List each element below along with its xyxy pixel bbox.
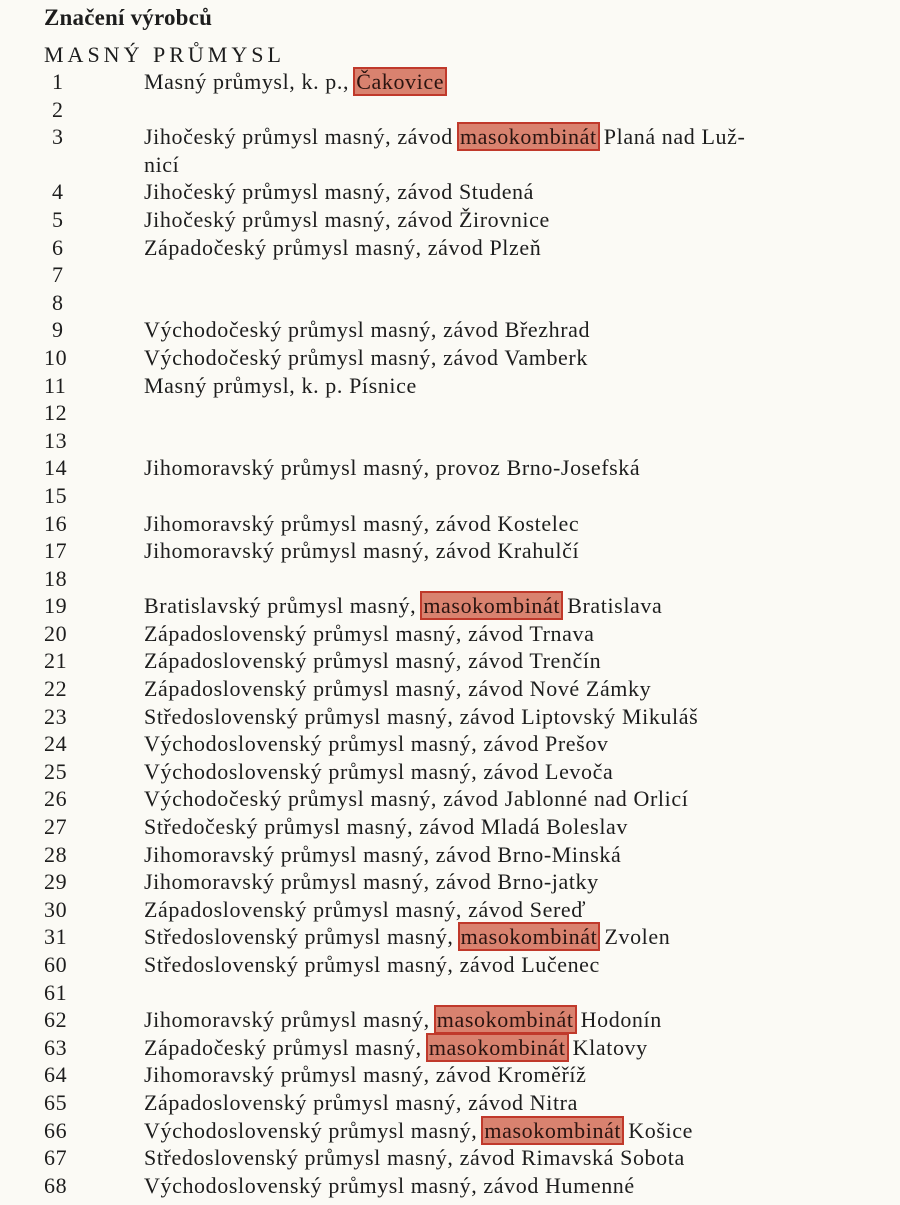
item-number: 12 bbox=[44, 400, 68, 426]
text-segment: Východoslovenský průmysl masný, závod Levoča bbox=[144, 758, 614, 784]
item-text bbox=[144, 703, 884, 731]
item-number: 13 bbox=[44, 427, 68, 453]
item-text bbox=[144, 482, 884, 510]
item-text bbox=[144, 68, 884, 96]
item-text bbox=[144, 868, 884, 896]
item-text bbox=[144, 1117, 884, 1145]
item-text bbox=[144, 758, 884, 786]
item-number: 8 bbox=[52, 289, 64, 315]
item-number: 30 bbox=[44, 896, 68, 922]
text-segment: Západoslovenský průmysl masný, závod Nitra bbox=[144, 1089, 578, 1115]
item-text bbox=[144, 372, 884, 400]
text-segment: Středoslovenský průmysl masný, závod Liptovský Mikuláš bbox=[144, 703, 699, 729]
text-segment: Košice bbox=[622, 1117, 693, 1143]
list-item bbox=[44, 1089, 884, 1117]
text-segment: Západočeský průmysl masný, bbox=[144, 1034, 428, 1060]
item-number: 17 bbox=[44, 538, 68, 564]
text-segment: Planá nad Luž- bbox=[597, 124, 746, 150]
item-number: 26 bbox=[44, 786, 68, 812]
item-number: 14 bbox=[44, 455, 68, 481]
list-item bbox=[44, 399, 884, 427]
item-text bbox=[144, 730, 884, 758]
text-segment: Jihomoravský průmysl masný, závod Brno-jatky bbox=[144, 869, 599, 895]
list-item bbox=[44, 68, 884, 96]
list-item bbox=[44, 813, 884, 841]
section-title: MASNÝ PRŮMYSL bbox=[44, 42, 285, 67]
list-item bbox=[44, 951, 884, 979]
item-text bbox=[144, 123, 884, 151]
text-segment: Jihomoravský průmysl masný, bbox=[144, 1007, 436, 1033]
list-item bbox=[44, 923, 884, 951]
item-number: 62 bbox=[44, 1007, 68, 1033]
text-segment: Středočeský průmysl masný, závod Mladá Boleslav bbox=[144, 814, 629, 840]
item-text bbox=[144, 841, 884, 869]
item-text bbox=[144, 1034, 884, 1062]
item-number: 68 bbox=[44, 1172, 68, 1198]
text-segment: Středoslovenský průmysl masný, závod Lučenec bbox=[144, 952, 600, 977]
item-number: 11 bbox=[44, 372, 67, 398]
text-segment: Západoslovenský průmysl masný, závod Nové Zámky bbox=[144, 676, 652, 702]
item-number: 1 bbox=[52, 69, 64, 94]
list-item bbox=[44, 592, 884, 620]
list-item bbox=[44, 841, 884, 869]
list-item bbox=[44, 758, 884, 786]
list-item bbox=[44, 565, 884, 593]
text-segment: Klatovy bbox=[566, 1034, 648, 1060]
item-number: 18 bbox=[44, 565, 68, 591]
item-number: 61 bbox=[44, 979, 68, 1005]
text-segment: Středoslovenský průmysl masný, bbox=[144, 924, 460, 950]
item-number: 63 bbox=[44, 1034, 68, 1060]
item-text bbox=[144, 289, 884, 317]
list-item bbox=[44, 979, 884, 1007]
list-item bbox=[44, 1034, 884, 1062]
list-item bbox=[44, 730, 884, 758]
list-item bbox=[44, 1117, 884, 1145]
item-number: 28 bbox=[44, 841, 68, 867]
item-text bbox=[144, 1172, 884, 1200]
text-segment: Jihočeský průmysl masný, závod Žirovnice bbox=[144, 206, 550, 232]
list-item bbox=[44, 1144, 884, 1172]
text-segment: Jihomoravský průmysl masný, provoz Brno-Josefská bbox=[144, 455, 641, 481]
list-item bbox=[44, 703, 884, 731]
item-number: 15 bbox=[44, 482, 68, 508]
item-number: 7 bbox=[52, 262, 64, 288]
text-segment: Jihomoravský průmysl masný, závod Kostelec bbox=[144, 510, 580, 536]
item-text bbox=[144, 1089, 884, 1117]
list-item bbox=[44, 896, 884, 924]
item-number: 3 bbox=[52, 124, 64, 150]
item-number: 24 bbox=[44, 731, 68, 757]
text-segment: Hodonín bbox=[574, 1007, 662, 1033]
list-item bbox=[44, 454, 884, 482]
text-segment: Východočeský průmysl masný, závod Vamberk bbox=[144, 344, 588, 370]
item-text bbox=[144, 979, 884, 1007]
item-text bbox=[144, 206, 884, 234]
item-number: 10 bbox=[44, 344, 68, 370]
text-segment: Jihočeský průmysl masný, závod Studená bbox=[144, 179, 535, 205]
text-segment: Středoslovenský průmysl masný, závod Rimavská Sobota bbox=[144, 1145, 685, 1171]
list-item bbox=[44, 96, 884, 124]
item-text bbox=[144, 344, 884, 372]
highlighted-term: Čakovice bbox=[356, 69, 445, 94]
list-item bbox=[44, 261, 884, 289]
list-item bbox=[44, 289, 884, 317]
list-item bbox=[44, 123, 884, 151]
item-text bbox=[144, 647, 884, 675]
item-text bbox=[144, 234, 884, 262]
text-segment: Masný průmysl, k. p. Písnice bbox=[144, 372, 417, 398]
item-number: 4 bbox=[52, 179, 64, 205]
list-item bbox=[44, 620, 884, 648]
item-number: 60 bbox=[44, 952, 68, 977]
list-item bbox=[44, 316, 884, 344]
list-item bbox=[44, 344, 884, 372]
item-text bbox=[144, 261, 884, 289]
item-number: 67 bbox=[44, 1145, 68, 1171]
highlighted-term: masokombinát bbox=[460, 924, 598, 950]
item-text bbox=[144, 510, 884, 538]
item-text bbox=[144, 675, 884, 703]
list-item bbox=[44, 234, 884, 262]
text-segment: Jihomoravský průmysl masný, závod Kroměříž bbox=[144, 1062, 587, 1088]
list-item bbox=[44, 1006, 884, 1034]
list-item bbox=[44, 178, 884, 206]
item-text-continuation: nicí bbox=[144, 151, 180, 177]
item-number: 64 bbox=[44, 1062, 68, 1088]
item-number: 66 bbox=[44, 1117, 68, 1143]
manufacturer-list bbox=[44, 68, 884, 1199]
highlighted-term: masokombinát bbox=[423, 593, 561, 619]
text-segment: Jihomoravský průmysl masný, závod Krahulčí bbox=[144, 538, 580, 564]
text-segment: Východoslovenský průmysl masný, závod Humenné bbox=[144, 1172, 635, 1198]
list-item bbox=[44, 1061, 884, 1089]
list-item bbox=[44, 675, 884, 703]
item-text bbox=[144, 537, 884, 565]
item-number: 22 bbox=[44, 676, 68, 702]
list-item bbox=[44, 537, 884, 565]
item-text bbox=[144, 951, 884, 979]
item-text bbox=[144, 1144, 884, 1172]
list-item-continuation bbox=[44, 151, 884, 179]
item-number: 21 bbox=[44, 648, 68, 674]
item-number: 31 bbox=[44, 924, 68, 950]
highlighted-term: masokombinát bbox=[459, 124, 597, 150]
item-number: 6 bbox=[52, 234, 64, 260]
highlighted-term: masokombinát bbox=[484, 1117, 622, 1143]
list-item bbox=[44, 206, 884, 234]
item-text bbox=[144, 96, 884, 124]
item-number: 16 bbox=[44, 510, 68, 536]
list-item bbox=[44, 1172, 884, 1200]
text-segment: Západoslovenský průmysl masný, závod Trenčín bbox=[144, 648, 602, 674]
list-item bbox=[44, 785, 884, 813]
item-text bbox=[144, 316, 884, 344]
item-number-empty bbox=[44, 151, 144, 179]
item-text bbox=[144, 896, 884, 924]
text-segment: Západoslovenský průmysl masný, závod Trnava bbox=[144, 620, 595, 646]
item-number: 65 bbox=[44, 1089, 68, 1115]
text-segment: Masný průmysl, k. p., bbox=[144, 69, 356, 94]
item-number: 25 bbox=[44, 758, 68, 784]
text-segment: Jihomoravský průmysl masný, závod Brno-Minská bbox=[144, 841, 622, 867]
item-number: 9 bbox=[52, 317, 64, 343]
item-text bbox=[144, 592, 884, 620]
text-segment: Bratislavský průmysl masný, bbox=[144, 593, 423, 619]
text-segment: Západoslovenský průmysl masný, závod Sereď bbox=[144, 896, 587, 922]
item-number: 5 bbox=[52, 206, 64, 232]
text-segment: Zvolen bbox=[598, 924, 671, 950]
list-item bbox=[44, 510, 884, 538]
text-segment: Východočeský průmysl masný, závod Jablonné nad Orlicí bbox=[144, 786, 689, 812]
text-segment: Západočeský průmysl masný, závod Plzeň bbox=[144, 234, 542, 260]
item-text bbox=[144, 620, 884, 648]
item-text bbox=[144, 565, 884, 593]
list-item bbox=[44, 868, 884, 896]
item-number: 27 bbox=[44, 814, 68, 840]
item-text bbox=[144, 813, 884, 841]
item-text bbox=[144, 785, 884, 813]
text-segment: Východočeský průmysl masný, závod Březhrad bbox=[144, 317, 591, 343]
text-segment: Bratislava bbox=[561, 593, 663, 619]
text-segment: Východoslovenský průmysl masný, bbox=[144, 1117, 484, 1143]
text-segment: Jihočeský průmysl masný, závod bbox=[144, 124, 459, 150]
item-number: 23 bbox=[44, 703, 68, 729]
item-text bbox=[144, 178, 884, 206]
item-text bbox=[144, 454, 884, 482]
text-segment: Východoslovenský průmysl masný, závod Prešov bbox=[144, 731, 609, 757]
item-text bbox=[144, 923, 884, 951]
list-item bbox=[44, 427, 884, 455]
list-item bbox=[44, 372, 884, 400]
list-item bbox=[44, 647, 884, 675]
item-text bbox=[144, 1006, 884, 1034]
item-number: 19 bbox=[44, 593, 68, 619]
item-text bbox=[144, 399, 884, 427]
list-item bbox=[44, 482, 884, 510]
highlighted-term: masokombinát bbox=[436, 1007, 574, 1033]
item-text bbox=[144, 427, 884, 455]
item-number: 20 bbox=[44, 620, 68, 646]
page-title: Značení výrobců bbox=[44, 5, 213, 30]
item-number: 29 bbox=[44, 869, 68, 895]
item-number: 2 bbox=[52, 96, 64, 122]
highlighted-term: masokombinát bbox=[428, 1034, 566, 1060]
item-text bbox=[144, 1061, 884, 1089]
